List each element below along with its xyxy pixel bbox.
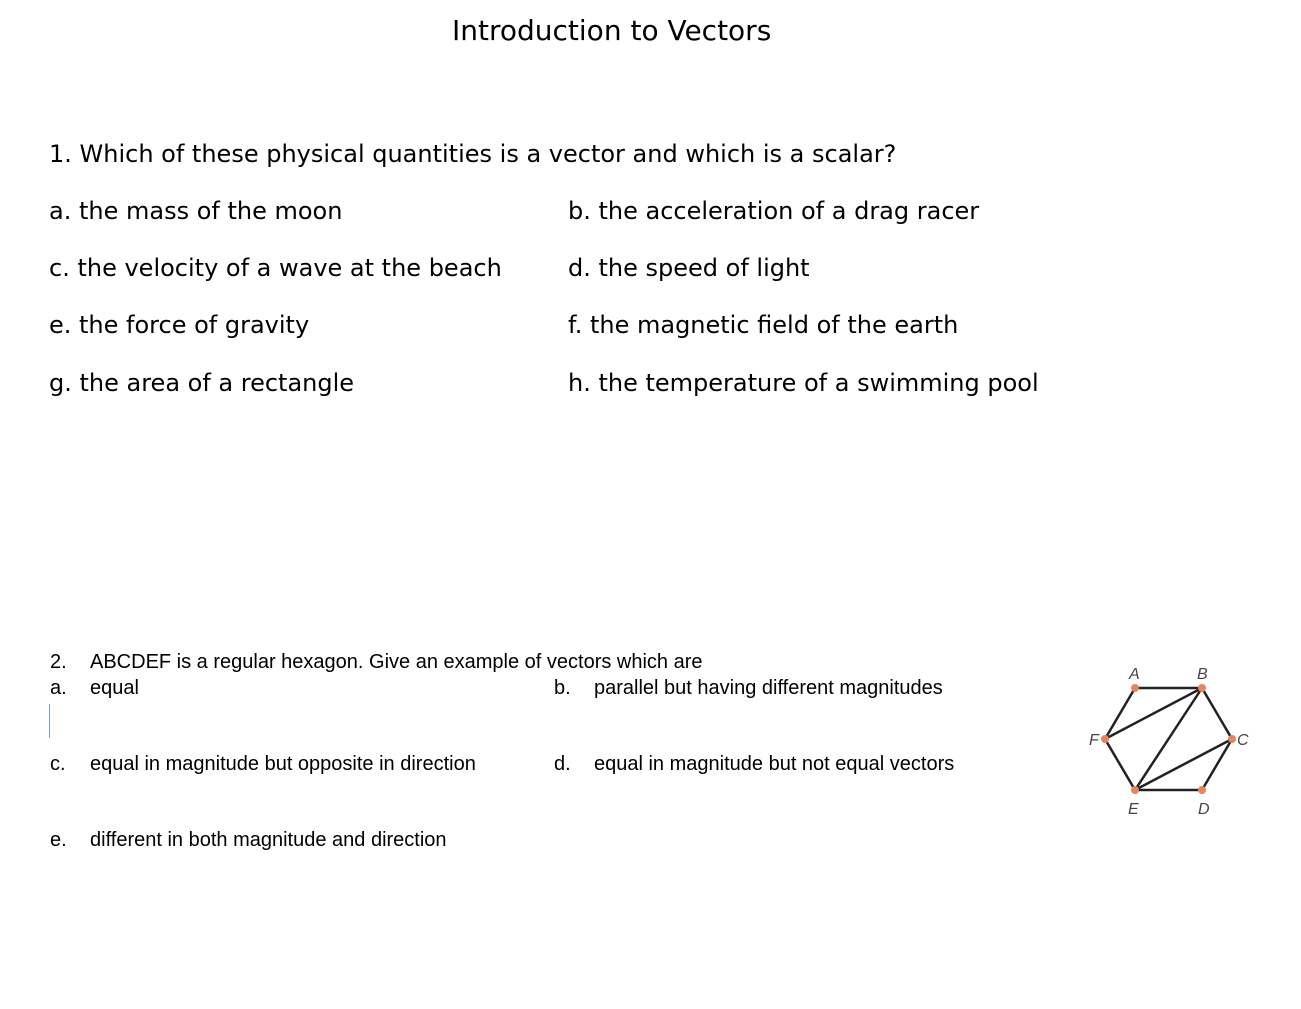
vertex-e	[1131, 786, 1139, 794]
q1-item-g: g. the area of a rectangle	[49, 369, 355, 397]
label-c: C	[1237, 732, 1249, 749]
question-1-prompt: 1. Which of these physical quantities is a vector and which is a scalar?	[49, 140, 897, 168]
vertex-b	[1198, 684, 1206, 692]
label-b: B	[1197, 666, 1208, 683]
label-e: E	[1128, 801, 1139, 818]
q2-item-c: c. equal in magnitude but opposite in direction	[50, 753, 476, 775]
diagonal-be	[1135, 688, 1202, 790]
edge-ef	[1105, 739, 1135, 790]
label-a: A	[1129, 666, 1140, 683]
q1-item-a: a. the mass of the moon	[49, 197, 343, 225]
vertex-c	[1228, 735, 1236, 743]
q1-item-f: f. the magnetic field of the earth	[568, 311, 959, 339]
q1-item-d: d. the speed of light	[568, 254, 810, 282]
q2-item-a: a. equal	[50, 677, 139, 699]
q1-item-h: h. the temperature of a swimming pool	[568, 369, 1039, 397]
vertex-d	[1198, 786, 1206, 794]
page-title: Introduction to Vectors	[452, 14, 772, 47]
hexagon-diagram	[1080, 655, 1255, 825]
question-2-text: ABCDEF is a regular hexagon. Give an example of vectors which are	[90, 651, 703, 673]
vertex-a	[1131, 684, 1139, 692]
label-f: F	[1089, 732, 1099, 749]
q2-item-b: b. parallel but having different magnitudes	[554, 677, 943, 699]
q2-item-e: e. different in both magnitude and direction	[50, 829, 447, 851]
label-d: D	[1198, 801, 1210, 818]
edge-bc	[1202, 688, 1232, 739]
q1-item-e: e. the force of gravity	[49, 311, 310, 339]
question-2-number: 2.	[50, 651, 67, 673]
text-cursor	[49, 704, 50, 738]
q1-item-b: b. the acceleration of a drag racer	[568, 197, 980, 225]
q2-item-d: d. equal in magnitude but not equal vectors	[554, 753, 955, 775]
q1-item-c: c. the velocity of a wave at the beach	[49, 254, 502, 282]
vertex-f	[1101, 735, 1109, 743]
question-2-prompt	[50, 651, 703, 674]
